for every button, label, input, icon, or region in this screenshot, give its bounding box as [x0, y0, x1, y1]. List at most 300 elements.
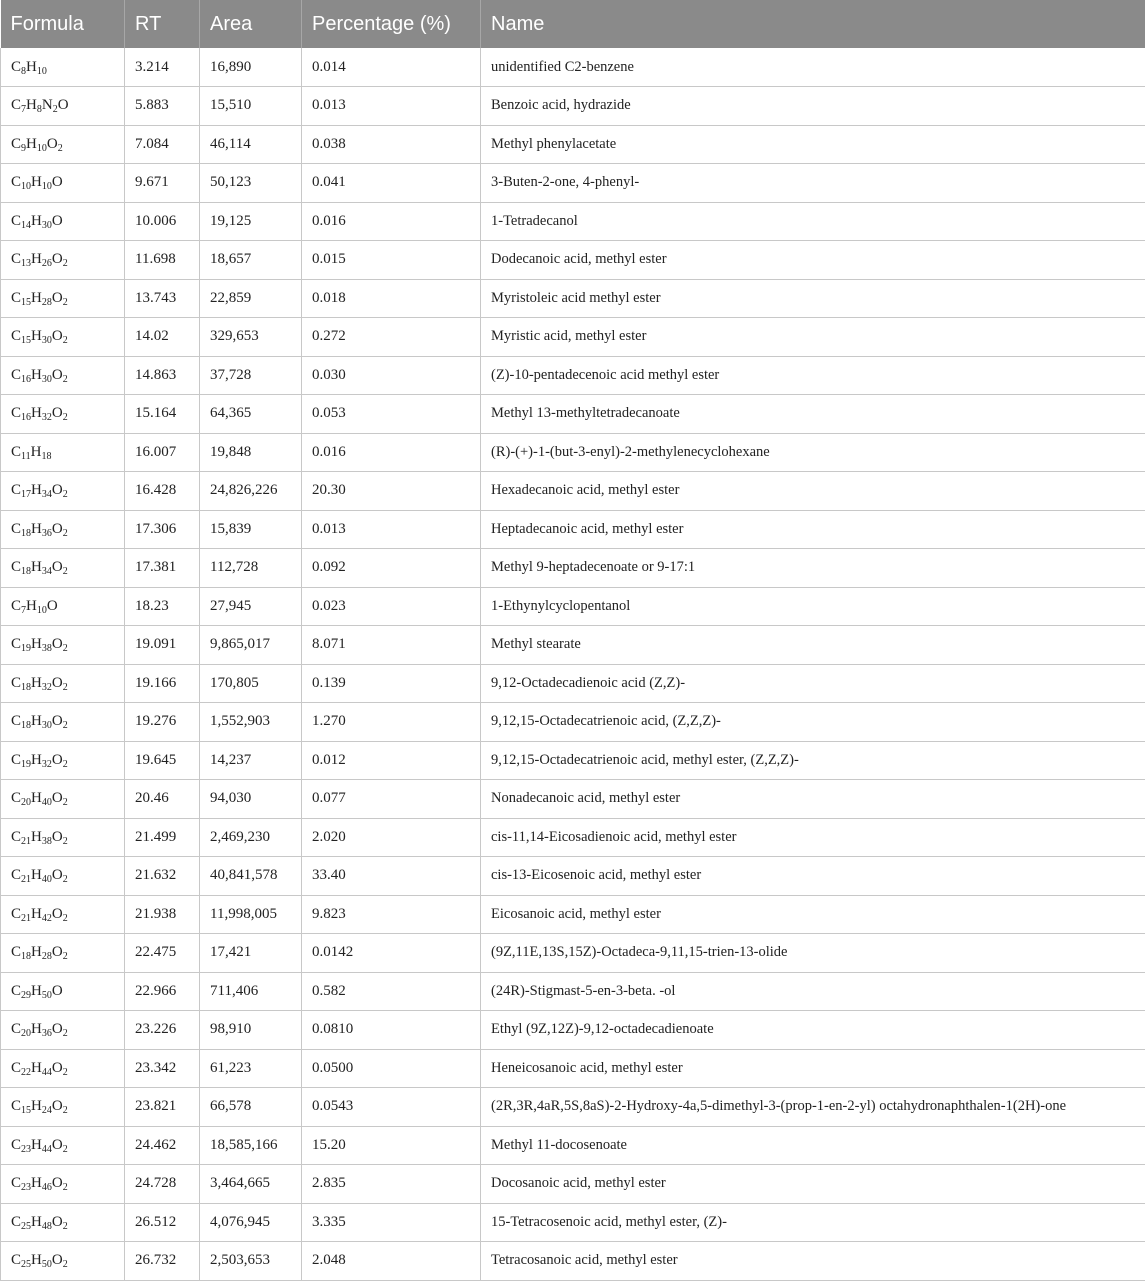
formula-subscript: 44: [42, 1067, 52, 1078]
rt-cell: 19.276: [125, 703, 200, 742]
name-cell: Dodecanoic acid, methyl ester: [481, 241, 1145, 280]
formula-element: O: [52, 559, 63, 575]
formula-element: O: [52, 1137, 63, 1153]
area-cell: 16,890: [200, 48, 302, 87]
name-cell: Myristic acid, methyl ester: [481, 318, 1145, 357]
area-cell: 66,578: [200, 1088, 302, 1127]
rt-cell: 24.728: [125, 1165, 200, 1204]
rt-cell: 14.863: [125, 356, 200, 395]
rt-cell: 20.46: [125, 780, 200, 819]
header-rt: RT: [125, 0, 200, 48]
name-cell: (9Z,11E,13S,15Z)-Octadeca-9,11,15-trien-13-olide: [481, 934, 1145, 973]
table-row: [1, 318, 1145, 357]
formula-element: H: [31, 983, 42, 999]
formula-subscript: 17: [21, 489, 31, 500]
formula-subscript: 2: [63, 1182, 68, 1193]
table-row: [1, 549, 1145, 588]
rt-cell: 5.883: [125, 87, 200, 126]
name-cell: (R)-(+)-1-(but-3-enyl)-2-methylenecyclohexane: [481, 433, 1145, 472]
area-cell: 18,657: [200, 241, 302, 280]
formula-element: C: [11, 405, 21, 421]
table-row: [1, 1203, 1145, 1242]
formula-subscript: 19: [21, 643, 31, 654]
formula-element: O: [52, 213, 63, 229]
formula-element: H: [31, 790, 42, 806]
formula-element: C: [11, 675, 21, 691]
formula-element: C: [11, 1060, 21, 1076]
formula-element: H: [31, 713, 42, 729]
rt-cell: 19.166: [125, 664, 200, 703]
formula-element: H: [31, 559, 42, 575]
formula-subscript: 50: [42, 990, 52, 1001]
table-row: [1, 1126, 1145, 1165]
formula-subscript: 8: [21, 66, 26, 77]
formula-subscript: 18: [21, 720, 31, 731]
rt-cell: 19.091: [125, 626, 200, 665]
rt-cell: 7.084: [125, 125, 200, 164]
table-row: [1, 87, 1145, 126]
formula-element: O: [52, 1021, 63, 1037]
formula-element: C: [11, 521, 21, 537]
formula-subscript: 2: [58, 143, 63, 154]
formula-element: H: [31, 829, 42, 845]
area-cell: 18,585,166: [200, 1126, 302, 1165]
formula-subscript: 10: [37, 605, 47, 616]
formula-subscript: 2: [63, 759, 68, 770]
formula-element: C: [11, 367, 21, 383]
formula-subscript: 2: [63, 412, 68, 423]
formula-element: H: [31, 1214, 42, 1230]
formula-element: C: [11, 559, 21, 575]
rt-cell: 10.006: [125, 202, 200, 241]
formula-subscript: 21: [21, 913, 31, 924]
formula-element: C: [11, 59, 21, 75]
formula-subscript: 36: [42, 528, 52, 539]
formula-subscript: 10: [21, 181, 31, 192]
formula-cell: [1, 857, 125, 896]
formula-subscript: 2: [63, 720, 68, 731]
formula-subscript: 9: [21, 143, 26, 154]
formula-subscript: 2: [63, 682, 68, 693]
percentage-cell: 0.0142: [302, 934, 481, 973]
formula-subscript: 10: [42, 181, 52, 192]
formula-element: C: [11, 790, 21, 806]
formula-subscript: 2: [63, 836, 68, 847]
area-cell: 61,223: [200, 1049, 302, 1088]
formula-subscript: 2: [63, 374, 68, 385]
formula-subscript: 13: [21, 258, 31, 269]
formula-element: O: [52, 482, 63, 498]
formula-subscript: 18: [21, 951, 31, 962]
formula-element: C: [11, 636, 21, 652]
formula-subscript: 40: [42, 874, 52, 885]
rt-cell: 9.671: [125, 164, 200, 203]
percentage-cell: 0.015: [302, 241, 481, 280]
formula-subscript: 2: [63, 335, 68, 346]
formula-element: H: [31, 174, 42, 190]
name-cell: cis-11,14-Eicosadienoic acid, methyl ester: [481, 818, 1145, 857]
formula-element: H: [26, 97, 37, 113]
percentage-cell: 0.041: [302, 164, 481, 203]
rt-cell: 23.226: [125, 1011, 200, 1050]
table-row: [1, 818, 1145, 857]
area-cell: 2,503,653: [200, 1242, 302, 1281]
name-cell: 1-Tetradecanol: [481, 202, 1145, 241]
formula-element: H: [31, 867, 42, 883]
rt-cell: 17.381: [125, 549, 200, 588]
area-cell: 50,123: [200, 164, 302, 203]
formula-element: H: [31, 444, 42, 460]
formula-cell: [1, 356, 125, 395]
formula-cell: [1, 1165, 125, 1204]
formula-element: O: [52, 636, 63, 652]
formula-subscript: 34: [42, 489, 52, 500]
formula-element: C: [11, 482, 21, 498]
formula-subscript: 15: [21, 1105, 31, 1116]
rt-cell: 24.462: [125, 1126, 200, 1165]
area-cell: 4,076,945: [200, 1203, 302, 1242]
percentage-cell: 9.823: [302, 895, 481, 934]
formula-element: O: [52, 328, 63, 344]
formula-element: H: [31, 328, 42, 344]
formula-cell: [1, 1088, 125, 1127]
area-cell: 3,464,665: [200, 1165, 302, 1204]
area-cell: 24,826,226: [200, 472, 302, 511]
formula-element: H: [26, 136, 37, 152]
percentage-cell: 0.014: [302, 48, 481, 87]
formula-subscript: 30: [42, 335, 52, 346]
percentage-cell: 20.30: [302, 472, 481, 511]
formula-element: O: [52, 829, 63, 845]
formula-element: O: [52, 405, 63, 421]
formula-subscript: 15: [21, 297, 31, 308]
table-row: [1, 202, 1145, 241]
name-cell: 15-Tetracosenoic acid, methyl ester, (Z)-: [481, 1203, 1145, 1242]
formula-element: C: [11, 251, 21, 267]
formula-subscript: 50: [42, 1259, 52, 1270]
formula-cell: [1, 741, 125, 780]
percentage-cell: 0.077: [302, 780, 481, 819]
name-cell: 3-Buten-2-one, 4-phenyl-: [481, 164, 1145, 203]
percentage-cell: 3.335: [302, 1203, 481, 1242]
table-row: [1, 1088, 1145, 1127]
area-cell: 27,945: [200, 587, 302, 626]
formula-element: O: [52, 290, 63, 306]
formula-element: O: [52, 1060, 63, 1076]
area-cell: 98,910: [200, 1011, 302, 1050]
name-cell: (24R)-Stigmast-5-en-3-beta. -ol: [481, 972, 1145, 1011]
percentage-cell: 2.048: [302, 1242, 481, 1281]
formula-subscript: 40: [42, 797, 52, 808]
formula-subscript: 8: [37, 104, 42, 115]
formula-subscript: 2: [63, 797, 68, 808]
name-cell: Methyl 13-methyltetradecanoate: [481, 395, 1145, 434]
table-row: [1, 626, 1145, 665]
percentage-cell: 0.0500: [302, 1049, 481, 1088]
formula-subscript: 28: [42, 951, 52, 962]
formula-element: C: [11, 1021, 21, 1037]
area-cell: 46,114: [200, 125, 302, 164]
formula-subscript: 46: [42, 1182, 52, 1193]
percentage-cell: 0.038: [302, 125, 481, 164]
formula-subscript: 18: [42, 451, 52, 462]
percentage-cell: 0.0810: [302, 1011, 481, 1050]
formula-cell: [1, 1242, 125, 1281]
table-row: [1, 48, 1145, 87]
formula-subscript: 32: [42, 759, 52, 770]
percentage-cell: 0.023: [302, 587, 481, 626]
formula-subscript: 2: [63, 297, 68, 308]
formula-element: H: [31, 405, 42, 421]
name-cell: 1-Ethynylcyclopentanol: [481, 587, 1145, 626]
rt-cell: 21.938: [125, 895, 200, 934]
table-row: [1, 279, 1145, 318]
formula-element: C: [11, 829, 21, 845]
formula-subscript: 2: [63, 1028, 68, 1039]
formula-cell: [1, 1049, 125, 1088]
name-cell: 9,12,15-Octadecatrienoic acid, (Z,Z,Z)-: [481, 703, 1145, 742]
formula-element: H: [31, 1137, 42, 1153]
table-row: [1, 972, 1145, 1011]
formula-cell: [1, 279, 125, 318]
name-cell: Benzoic acid, hydrazide: [481, 87, 1145, 126]
formula-subscript: 30: [42, 720, 52, 731]
formula-subscript: 14: [21, 220, 31, 231]
table-row: [1, 857, 1145, 896]
formula-element: O: [52, 251, 63, 267]
formula-element: O: [52, 1214, 63, 1230]
formula-cell: [1, 164, 125, 203]
table-row: [1, 587, 1145, 626]
rt-cell: 22.966: [125, 972, 200, 1011]
formula-subscript: 2: [63, 951, 68, 962]
formula-element: C: [11, 290, 21, 306]
formula-cell: [1, 87, 125, 126]
rt-cell: 19.645: [125, 741, 200, 780]
table-row: [1, 703, 1145, 742]
area-cell: 17,421: [200, 934, 302, 973]
table-row: [1, 241, 1145, 280]
formula-subscript: 34: [42, 566, 52, 577]
formula-element: O: [52, 521, 63, 537]
formula-element: H: [31, 213, 42, 229]
percentage-cell: 2.020: [302, 818, 481, 857]
formula-element: O: [52, 1252, 63, 1268]
formula-subscript: 18: [21, 682, 31, 693]
header-percentage: Percentage (%): [302, 0, 481, 48]
formula-subscript: 25: [21, 1221, 31, 1232]
formula-cell: [1, 1011, 125, 1050]
formula-element: H: [31, 906, 42, 922]
formula-element: H: [31, 251, 42, 267]
table-row: [1, 356, 1145, 395]
name-cell: Methyl 11-docosenoate: [481, 1126, 1145, 1165]
percentage-cell: 0.272: [302, 318, 481, 357]
formula-cell: [1, 549, 125, 588]
table-row: [1, 741, 1145, 780]
name-cell: Eicosanoic acid, methyl ester: [481, 895, 1145, 934]
formula-element: H: [26, 598, 37, 614]
percentage-cell: 15.20: [302, 1126, 481, 1165]
formula-subscript: 26: [42, 258, 52, 269]
rt-cell: 22.475: [125, 934, 200, 973]
rt-cell: 26.732: [125, 1242, 200, 1281]
formula-subscript: 11: [21, 451, 31, 462]
table-row: [1, 895, 1145, 934]
name-cell: 9,12-Octadecadienoic acid (Z,Z)-: [481, 664, 1145, 703]
formula-cell: [1, 780, 125, 819]
formula-subscript: 32: [42, 682, 52, 693]
header-area: Area: [200, 0, 302, 48]
table-row: [1, 1242, 1145, 1281]
formula-element: C: [11, 1214, 21, 1230]
formula-element: O: [52, 752, 63, 768]
name-cell: Methyl stearate: [481, 626, 1145, 665]
name-cell: Ethyl (9Z,12Z)-9,12-octadecadienoate: [481, 1011, 1145, 1050]
formula-element: C: [11, 174, 21, 190]
formula-element: C: [11, 983, 21, 999]
formula-element: C: [11, 97, 21, 113]
formula-subscript: 7: [21, 605, 26, 616]
formula-subscript: 20: [21, 1028, 31, 1039]
area-cell: 329,653: [200, 318, 302, 357]
name-cell: Methyl phenylacetate: [481, 125, 1145, 164]
formula-subscript: 2: [63, 1105, 68, 1116]
table-row: [1, 664, 1145, 703]
formula-element: O: [52, 1098, 63, 1114]
formula-subscript: 2: [63, 913, 68, 924]
header-formula: Formula: [1, 0, 125, 48]
area-cell: 40,841,578: [200, 857, 302, 896]
formula-element: C: [11, 598, 21, 614]
formula-subscript: 2: [63, 643, 68, 654]
formula-subscript: 44: [42, 1144, 52, 1155]
table-row: [1, 780, 1145, 819]
formula-element: O: [47, 136, 58, 152]
percentage-cell: 0.012: [302, 741, 481, 780]
table-row: [1, 1049, 1145, 1088]
percentage-cell: 0.092: [302, 549, 481, 588]
rt-cell: 14.02: [125, 318, 200, 357]
formula-subscript: 18: [21, 528, 31, 539]
name-cell: Heneicosanoic acid, methyl ester: [481, 1049, 1145, 1088]
formula-subscript: 23: [21, 1182, 31, 1193]
formula-element: C: [11, 906, 21, 922]
formula-element: C: [11, 328, 21, 344]
formula-subscript: 2: [63, 874, 68, 885]
formula-cell: [1, 934, 125, 973]
formula-cell: [1, 48, 125, 87]
rt-cell: 17.306: [125, 510, 200, 549]
formula-element: O: [52, 983, 63, 999]
formula-subscript: 25: [21, 1259, 31, 1270]
formula-subscript: 2: [63, 489, 68, 500]
formula-element: C: [11, 713, 21, 729]
name-cell: unidentified C2-benzene: [481, 48, 1145, 87]
formula-subscript: 24: [42, 1105, 52, 1116]
percentage-cell: 0.016: [302, 202, 481, 241]
formula-element: O: [52, 906, 63, 922]
formula-subscript: 21: [21, 874, 31, 885]
rt-cell: 18.23: [125, 587, 200, 626]
formula-subscript: 20: [21, 797, 31, 808]
rt-cell: 15.164: [125, 395, 200, 434]
table-header: [1, 0, 1145, 48]
percentage-cell: 0.053: [302, 395, 481, 434]
formula-cell: [1, 626, 125, 665]
area-cell: 11,998,005: [200, 895, 302, 934]
rt-cell: 13.743: [125, 279, 200, 318]
formula-subscript: 38: [42, 836, 52, 847]
formula-element: H: [31, 1252, 42, 1268]
formula-subscript: 21: [21, 836, 31, 847]
table-row: [1, 472, 1145, 511]
formula-element: C: [11, 944, 21, 960]
formula-element: C: [11, 752, 21, 768]
percentage-cell: 0.030: [302, 356, 481, 395]
name-cell: Methyl 9-heptadecenoate or 9-17:1: [481, 549, 1145, 588]
area-cell: 2,469,230: [200, 818, 302, 857]
percentage-cell: 0.013: [302, 87, 481, 126]
formula-subscript: 16: [21, 374, 31, 385]
formula-cell: [1, 125, 125, 164]
percentage-cell: 1.270: [302, 703, 481, 742]
formula-subscript: 2: [63, 258, 68, 269]
formula-element: H: [31, 290, 42, 306]
header-name: Name: [481, 0, 1145, 48]
formula-element: O: [52, 1175, 63, 1191]
formula-subscript: 28: [42, 297, 52, 308]
percentage-cell: 0.016: [302, 433, 481, 472]
formula-element: H: [31, 1098, 42, 1114]
table-row: [1, 395, 1145, 434]
formula-element: O: [47, 598, 58, 614]
formula-element: H: [31, 944, 42, 960]
formula-subscript: 29: [21, 990, 31, 1001]
rt-cell: 21.499: [125, 818, 200, 857]
area-cell: 170,805: [200, 664, 302, 703]
formula-element: H: [31, 367, 42, 383]
formula-element: H: [26, 59, 37, 75]
table-row: [1, 125, 1145, 164]
percentage-cell: 0.0543: [302, 1088, 481, 1127]
table-row: [1, 433, 1145, 472]
rt-cell: 21.632: [125, 857, 200, 896]
formula-cell: [1, 703, 125, 742]
formula-subscript: 30: [42, 374, 52, 385]
formula-element: C: [11, 1252, 21, 1268]
area-cell: 14,237: [200, 741, 302, 780]
area-cell: 711,406: [200, 972, 302, 1011]
table-row: [1, 934, 1145, 973]
table-row: [1, 510, 1145, 549]
formula-subscript: 16: [21, 412, 31, 423]
formula-cell: [1, 241, 125, 280]
formula-subscript: 32: [42, 412, 52, 423]
table-row: [1, 164, 1145, 203]
formula-element: O: [52, 944, 63, 960]
table-row: [1, 1165, 1145, 1204]
formula-cell: [1, 472, 125, 511]
formula-element: C: [11, 1098, 21, 1114]
rt-cell: 16.428: [125, 472, 200, 511]
area-cell: 37,728: [200, 356, 302, 395]
formula-subscript: 23: [21, 1144, 31, 1155]
formula-subscript: 2: [63, 528, 68, 539]
formula-element: N: [42, 97, 53, 113]
formula-element: O: [52, 713, 63, 729]
formula-element: C: [11, 1137, 21, 1153]
